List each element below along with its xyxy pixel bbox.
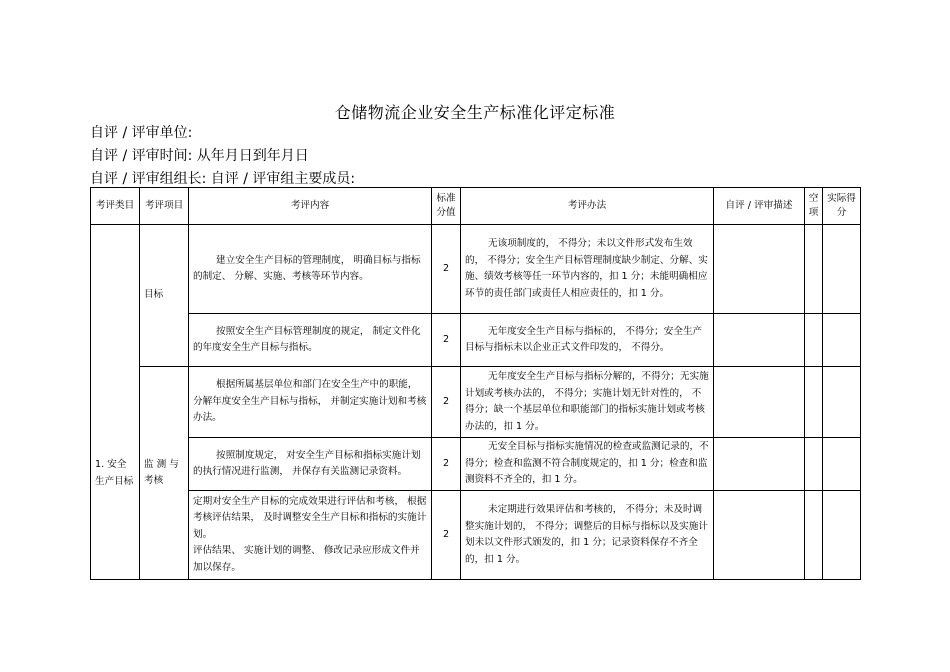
blank-cell[interactable] bbox=[805, 314, 823, 367]
category-label: 1. 安全生产目标 bbox=[95, 459, 134, 487]
header-score: 标准分值 bbox=[432, 188, 461, 225]
actual-score-cell[interactable] bbox=[823, 438, 861, 491]
header-item: 考评项目 bbox=[140, 188, 189, 225]
table-header-row bbox=[91, 188, 861, 225]
content-paragraph: 定期对安全生产目标的完成效果进行评估和考核， 根据考核评估结果， 及时调整安全生产目标和指标的实施计划。 bbox=[193, 495, 427, 540]
score-cell: 2 bbox=[432, 367, 461, 438]
score-cell: 2 bbox=[432, 491, 461, 580]
blank-cell[interactable] bbox=[805, 491, 823, 580]
method-cell: 未定期进行效果评估和考核的， 不得分；未及时调整实施计划的， 不得分；调整后的目标与指标以及实施计划未以文件形式颁发的，扣 1 分；记录资料保存不齐全的，扣 1 分。 bbox=[461, 491, 714, 580]
description-cell[interactable] bbox=[714, 225, 805, 314]
method-cell: 无该项制度的， 不得分；未以文件形式发布生效的， 不得分；安全生产目标管理制度缺少制定、分解、实施、绩效考核等任一环节内容的，扣 1 分；未能明确相应环节的责任部门或责任人相应责任的，扣 1 分。 bbox=[461, 225, 714, 314]
table-row bbox=[91, 314, 861, 367]
header-method: 考评办法 bbox=[461, 188, 714, 225]
actual-score-cell[interactable] bbox=[823, 491, 861, 580]
category-cell bbox=[91, 225, 140, 580]
content-paragraph: 评估结果、 实施计划的调整、 修改记录应形成文件并加以保存。 bbox=[193, 545, 420, 573]
actual-score-cell[interactable] bbox=[823, 314, 861, 367]
score-cell: 2 bbox=[432, 225, 461, 314]
content-cell bbox=[189, 491, 432, 580]
method-cell: 无年度安全生产目标与指标的， 不得分；安全生产目标与指标未以企业正式文件印发的， 不得分。 bbox=[461, 314, 714, 367]
content-cell: 按照制度规定， 对安全生产目标和指标实施计划的执行情况进行监测， 并保存有关监测记录资料。 bbox=[189, 438, 432, 491]
description-cell[interactable] bbox=[714, 491, 805, 580]
evaluation-time-line: 自评 / 评审时间: 从年月日到年月日 bbox=[90, 148, 309, 164]
content-cell: 按照安全生产目标管理制度的规定， 制定文件化的年度安全生产目标与指标。 bbox=[189, 314, 432, 367]
content-cell: 根据所属基层单位和部门在安全生产中的职能， 分解年度安全生产目标与指标， 并制定实施计划和考核办法。 bbox=[189, 367, 432, 438]
content-cell: 建立安全生产目标的管理制度， 明确目标与指标的制定、 分解、实施、考核等环节内容。 bbox=[189, 225, 432, 314]
description-cell[interactable] bbox=[714, 367, 805, 438]
method-cell: 无安全目标与指标实施情况的检查或监测记录的，不得分；检查和监测不符合制度规定的，扣 1 分；检查和监测资料不齐全的，扣 1 分。 bbox=[461, 438, 714, 491]
blank-cell[interactable] bbox=[805, 438, 823, 491]
evaluation-leader-line: 自评 / 评审组组长: 自评 / 评审组主要成员: bbox=[90, 171, 356, 187]
item-goal-cell: 目标 bbox=[140, 225, 189, 367]
description-cell[interactable] bbox=[714, 314, 805, 367]
header-category: 考评类目 bbox=[91, 188, 140, 225]
header-actual-score: 实际得分 bbox=[823, 188, 861, 225]
blank-cell[interactable] bbox=[805, 367, 823, 438]
table-row bbox=[91, 225, 861, 314]
item-monitor-cell: 监 测 与 考核 bbox=[140, 367, 189, 580]
score-cell: 2 bbox=[432, 438, 461, 491]
method-cell: 无年度安全生产目标与指标分解的，不得分；无实施计划或考核办法的， 不得分；实施计划无针对性的， 不得分；缺一个基层单位和职能部门的指标实施计划或考核办法的，扣 1 分。 bbox=[461, 367, 714, 438]
actual-score-cell[interactable] bbox=[823, 367, 861, 438]
table-row bbox=[91, 438, 861, 491]
description-cell[interactable] bbox=[714, 438, 805, 491]
table-row bbox=[91, 491, 861, 580]
header-content: 考评内容 bbox=[189, 188, 432, 225]
blank-cell[interactable] bbox=[805, 225, 823, 314]
table-row bbox=[91, 367, 861, 438]
actual-score-cell[interactable] bbox=[823, 225, 861, 314]
standards-table bbox=[90, 187, 861, 580]
document-title: 仓储物流企业安全生产标准化评定标准 bbox=[334, 103, 616, 122]
header-description: 自评 / 评审描述 bbox=[714, 188, 805, 225]
score-cell: 2 bbox=[432, 314, 461, 367]
evaluation-unit-line: 自评 / 评审单位: bbox=[90, 125, 193, 141]
header-blank: 空项 bbox=[805, 188, 823, 225]
